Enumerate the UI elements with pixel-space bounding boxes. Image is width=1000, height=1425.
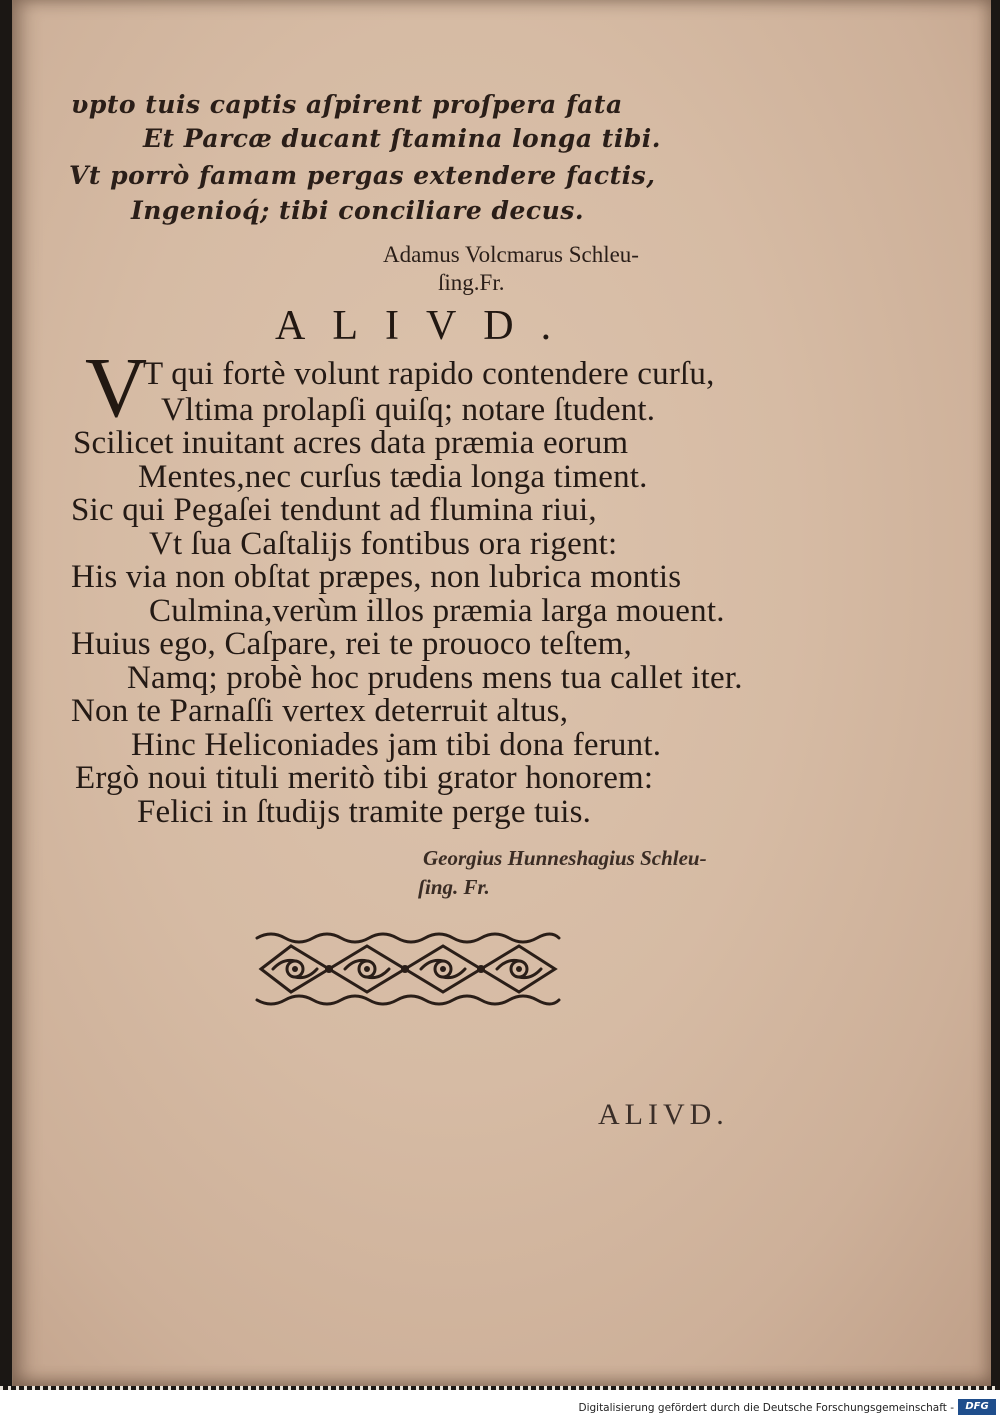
poem-line-7: His via non obſtat præpes, non lubrica montis	[71, 559, 682, 595]
poem-line-12: Hinc Heliconiades jam tibi dona ferunt.	[131, 727, 662, 763]
poem-line-8: Culmina,verùm illos præmia larga mouent.	[149, 593, 725, 629]
poem-line-5: Sic qui Pegaſei tendunt ad flumina riui,	[71, 492, 597, 528]
poem-line-6: Vt ſua Caſtalijs fontibus ora rigent:	[149, 526, 618, 562]
section-heading: ALIVD.	[275, 303, 579, 349]
top-poem-line-2: Et Parcæ ducant ſtamina longa tibi.	[143, 124, 662, 153]
poem-line-1: T qui fortè volunt rapido contendere curſu,	[143, 356, 715, 392]
signature-1-line-1: Adamus Volcmarus Schleu-	[383, 242, 639, 267]
poem-line-13: Ergò noui tituli meritò tibi grator honorem:	[75, 760, 654, 796]
signature-2-line-1: Georgius Hunneshagius Schleu-	[423, 846, 707, 870]
decorative-ornament	[251, 928, 563, 1010]
poem-line-10: Namq; probè hoc prudens mens tua callet iter.	[127, 660, 743, 696]
poem-line-4: Mentes,nec curſus tædia longa timent.	[138, 459, 648, 495]
poem-line-14: Felici in ſtudijs tramite perge tuis.	[137, 794, 592, 830]
top-poem-line-3: Vt porrò famam pergas extendere factis,	[69, 161, 656, 190]
book-page	[12, 0, 991, 1386]
top-poem-line-1: υpto tuis captis aſpirent proſpera fata	[71, 90, 623, 119]
footer-credit-text: Digitalisierung gefördert durch die Deutsche Forschungsgemeinschaft -	[578, 1402, 954, 1414]
poem-line-9: Huius ego, Caſpare, rei te prouoco teſtem,	[71, 626, 632, 662]
catchword: ALIVD.	[598, 1098, 729, 1131]
signature-1-line-2: ſing.Fr.	[438, 270, 505, 295]
signature-2-line-2: ſing. Fr.	[418, 875, 490, 899]
footer-bar	[0, 1390, 1000, 1425]
drop-cap: V	[85, 339, 148, 435]
poem-line-3: Scilicet inuitant acres data præmia eorum	[73, 425, 629, 461]
poem-line-2: Vltima prolapſi quiſq; notare ſtudent.	[161, 392, 656, 428]
poem-line-11: Non te Parnaſſi vertex deterruit altus,	[71, 693, 569, 729]
dfg-logo: DFG	[958, 1399, 996, 1415]
top-poem-line-4: Ingenioq́; tibi conciliare decus.	[131, 196, 585, 225]
